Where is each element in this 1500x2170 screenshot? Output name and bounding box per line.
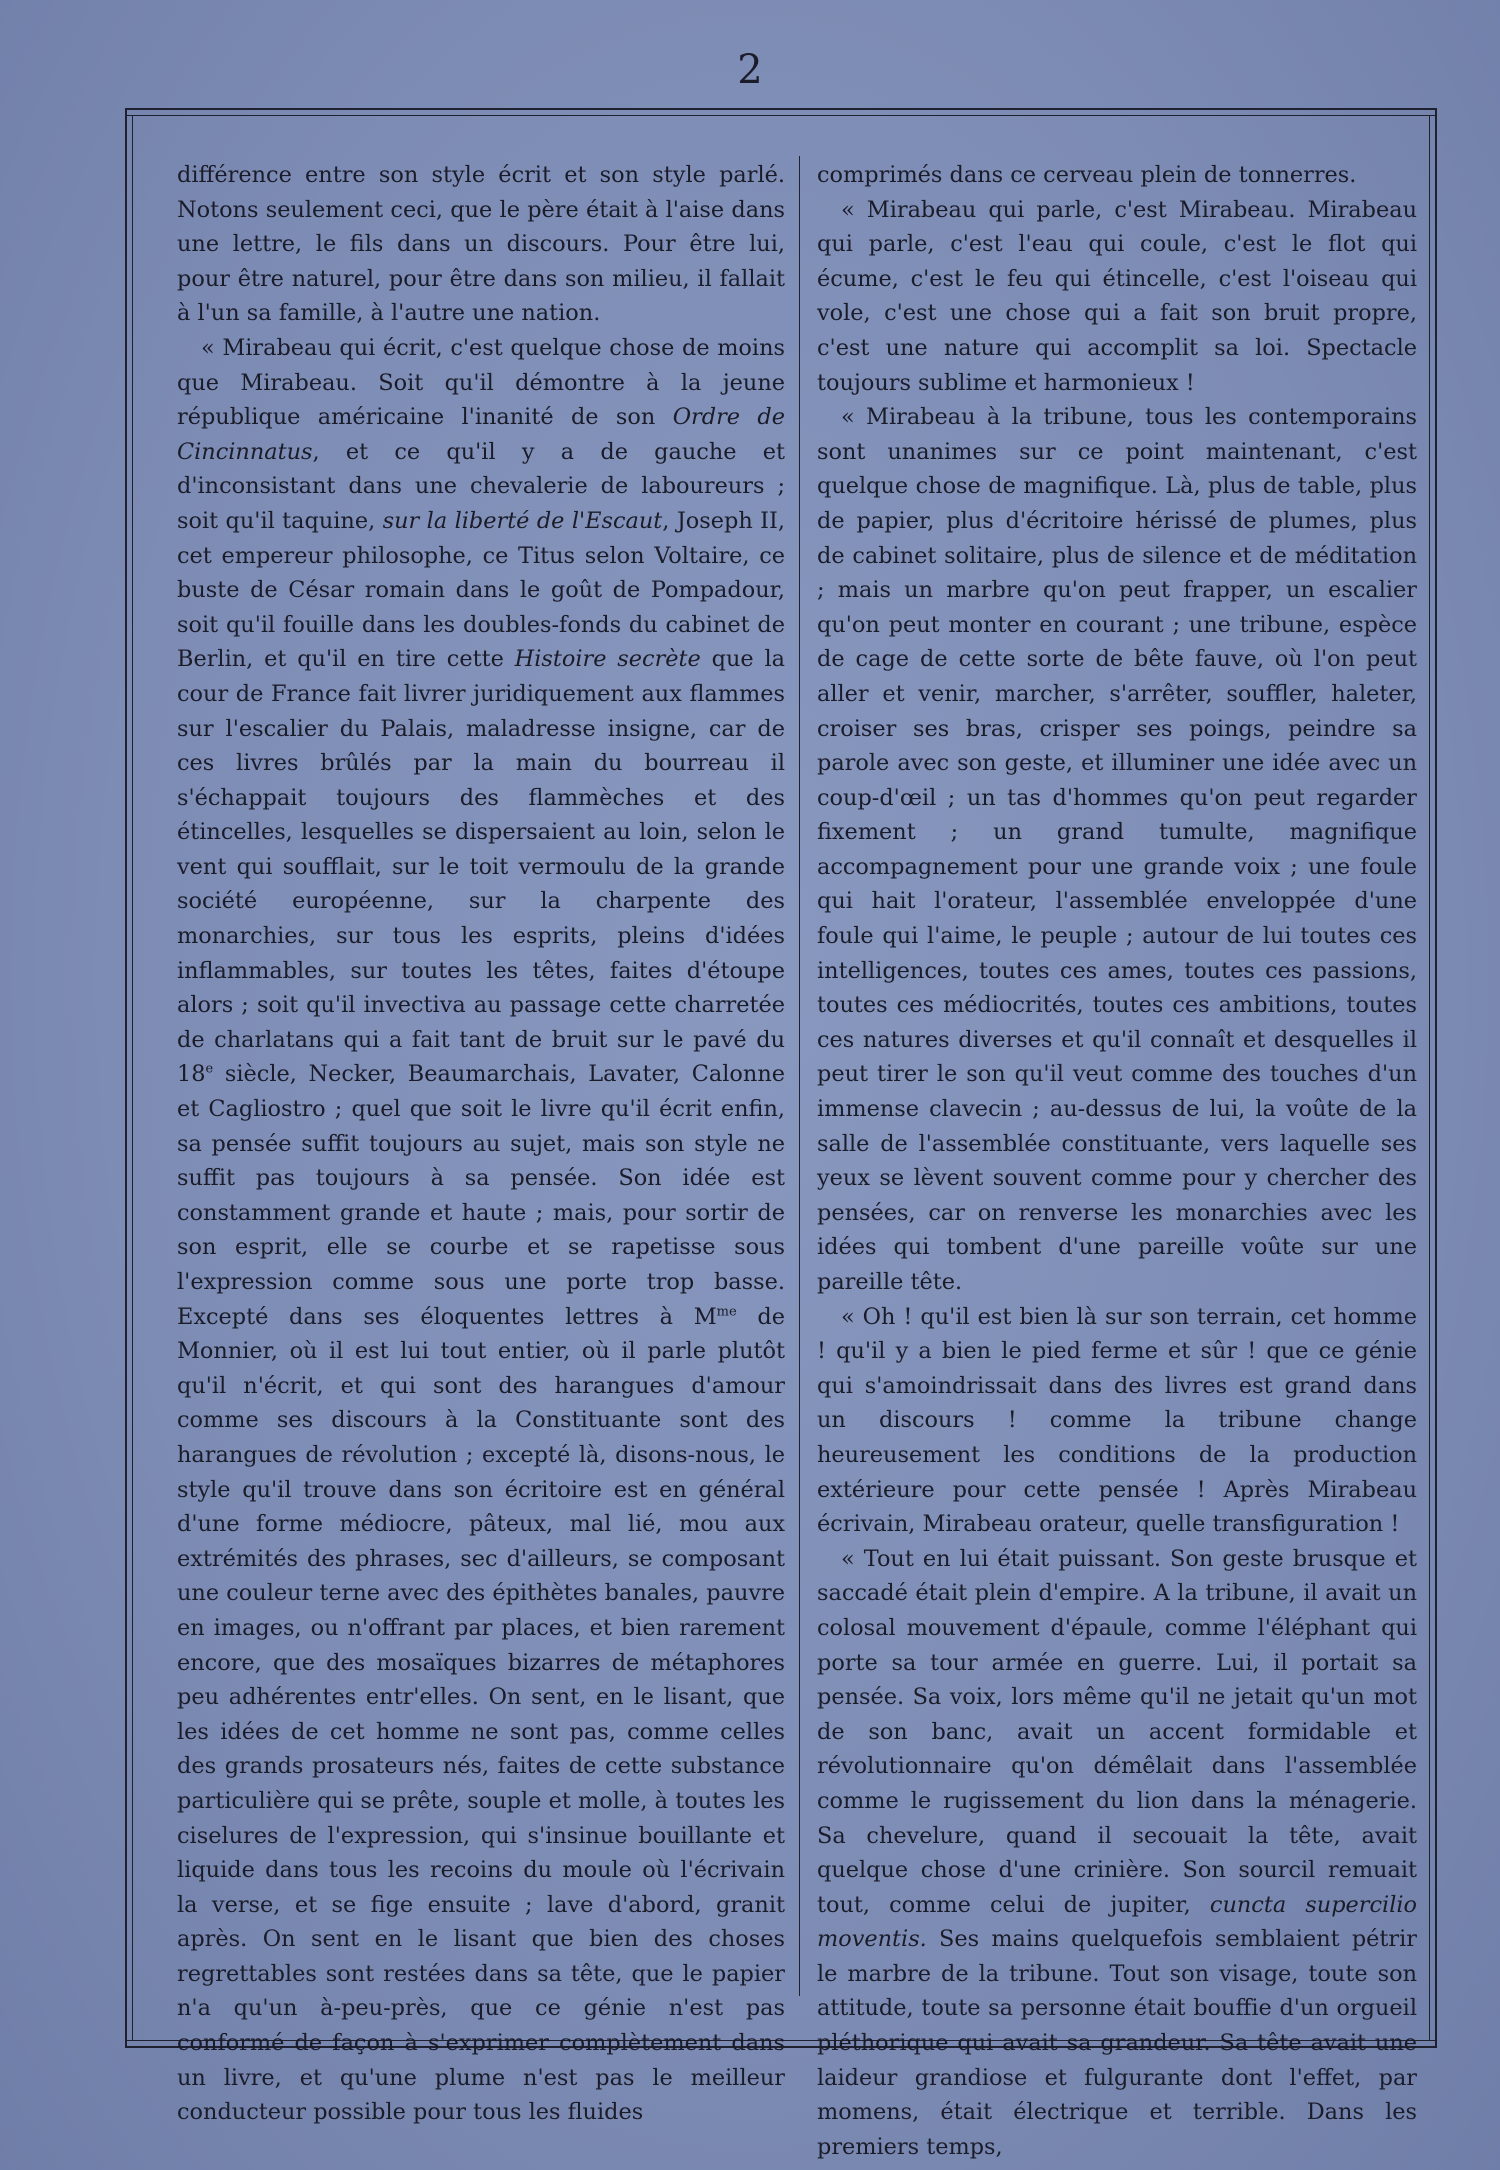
frame-rule xyxy=(125,115,1437,116)
column-divider xyxy=(799,156,800,1996)
paragraph: « Mirabeau qui écrit, c'est quelque chose de moins que Mirabeau. Soit qu'il démontre à la jeune république américaine l'inanité de son Ordre de Cincinnatus, et ce qu'il y a de gauche et d'inconsistant dans une chevalerie de laboureurs ; soit qu'il taquine, sur la liberté de l'Escaut, Joseph II, cet empereur philosophe, ce Titus selon Voltaire, ce buste de César romain dans le goût de Pompadour, soit qu'il fouille dans les doubles-fonds du cabinet de Berlin, et qu'il en tire cette Histoire secrète que la cour de France fait livrer juridiquement aux flammes sur l'escalier du Palais, maladresse insigne, car de ces livres brûlés par la main du bourreau il s'échappait toujours des flammèches et des étincelles, lesquelles se dispersaient au loin, selon le vent qui soufflait, sur le toit vermoulu de la grande société européenne, sur la charpente des monarchies, sur tous les esprits, pleins d'idées inflammables, sur toutes les têtes, faites d'étoupe alors ; soit qu'il invectiva au passage cette charretée de charlatans qui a fait tant de bruit sur le pavé du 18e siècle, Necker, Beaumarchais, Lavater, Calonne et Cagliostro ; quel que soit le livre qu'il écrit enfin, sa pensée suffit toujours au sujet, mais son style ne suffit pas toujours à sa pensée. Son idée est constamment grande et haute ; mais, pour sortir de son esprit, elle se courbe et se rapetisse sous l'expression comme sous une porte trop basse. Excepté dans ses éloquentes lettres à $M^{me}$ de Monnier, où il est lui tout entier, où il parle plutôt qu'il n'écrit, et qui sont des harangues d'amour comme ses discours à la Constituante sont des harangues de révolution ; excepté là, disons-nous, le style qu'il trouve dans son écritoire est en général d'une forme médiocre, pâteux, mal lié, mou aux extrémités des phrases, sec d'ailleurs, se composant une couleur terne avec des épithètes banales, pauvre en images, ou n'offrant par places, et bien rarement encore, que des mosaïques bizarres de métaphores peu adhérentes entr'elles. On sent, en le lisant, que les idées de cet homme ne sont pas, comme celles des grands prosateurs nés, faites de cette substance particulière qui se prête, souple et molle, à toutes les ciselures de l'expression, qui s'insinue bouillante et liquide dans tous les recoins du moule où l'écrivain la verse, et se fige ensuite ; lave d'abord, granit après. On sent en le lisant que bien des choses regrettables sont restées dans sa tête, que le papier n'a qu'un à-peu-près, que ce génie n'est pas conformé de façon à s'exprimer complètement dans un livre, et qu'une plume n'est pas le meilleur conducteur possible pour tous les fluides xyxy=(177,334,786,2126)
paragraph: différence entre son style écrit et son style parlé. Notons seulement ceci, que le père était à l'aise dans une lettre, le fils dans un discours. Pour être lui, pour être naturel, pour être dans son milieu, il fallait à l'un sa famille, à l'autre une nation. xyxy=(177,162,785,327)
frame-rule xyxy=(1429,115,1430,2041)
frame-rule xyxy=(125,108,1437,110)
paragraph: « Oh ! qu'il est bien là sur son terrain, cet homme ! qu'il y a bien le pied ferme et sûr ! que ce génie qui s'amoindrissait dans des livres est grand dans un discours ! comme la tribune change heureusement les conditions de la production extérieure pour cette pensée ! Après Mirabeau écrivain, Mirabeau orateur, quelle transfiguration ! xyxy=(817,1303,1417,1538)
page-frame xyxy=(125,108,1437,2160)
frame-rule xyxy=(132,115,133,2041)
right-column xyxy=(817,158,1417,2160)
paragraph: « Mirabeau à la tribune, tous les contemporains sont unanimes sur ce point maintenant, c'est quelque chose de magnifique. Là, plus de table, plus de papier, plus d'écritoire hérissé de plumes, plus de cabinet solitaire, plus de silence et de méditation ; mais un marbre qu'on peut frapper, un escalier qu'on peut monter en courant ; une tribune, espèce de cage de cette sorte de bête fauve, où l'on peut aller et venir, marcher, s'arrêter, souffler, haleter, croiser ses bras, crisper ses poings, peindre sa parole avec son geste, et illuminer une idée avec un coup-d'œil ; un tas d'hommes qu'on peut regarder fixement ; un grand tumulte, magnifique accompagnement pour une grande voix ; une foule qui hait l'orateur, l'assemblée enveloppée d'une foule qui l'aime, le peuple ; autour de lui toutes ces intelligences, toutes ces ames, toutes ces passions, toutes ces médiocrités, toutes ces ambitions, toutes ces natures diverses et qu'il connaît et desquelles il peut tirer le son qu'il veut comme des touches d'un immense clavecin ; au-dessus de lui, la voûte de la salle de l'assemblée constituante, vers laquelle ses yeux se lèvent souvent comme pour y chercher des pensées, car on renverse les monarchies avec les idées qui tombent d'une pareille voûte sur une pareille tête. xyxy=(817,404,1417,1295)
frame-rule xyxy=(125,108,127,2048)
page-number: 2 xyxy=(737,47,763,93)
paragraph: « Mirabeau qui parle, c'est Mirabeau. Mirabeau qui parle, c'est l'eau qui coule, c'est le flot qui écume, c'est le feu qui étincelle, c'est l'oiseau qui vole, c'est une chose qui a fait son bruit propre, c'est une nature qui accomplit sa loi. Spectacle toujours sublime et harmonieux ! xyxy=(817,196,1417,396)
paragraph: comprimés dans ce cerveau plein de tonnerres. xyxy=(817,162,1357,188)
left-column xyxy=(177,158,786,2126)
frame-rule xyxy=(1435,108,1437,2048)
paragraph: « Tout en lui était puissant. Son geste brusque et saccadé était plein d'empire. A la tribune, il avait un colosal mouvement d'épaule, comme l'éléphant qui porte sa tour armée en guerre. Lui, il portait sa pensée. Sa voix, lors même qu'il ne jetait qu'un mot de son banc, avait un accent formidable et révolutionnaire qu'on démêlait dans l'assemblée comme le rugissement du lion dans la ménagerie. Sa chevelure, quand il secouait la tête, avait quelque chose d'une crinière. Son sourcil remuait tout, comme celui de jupiter, cuncta supercilio moventis. Ses mains quelquefois semblaient pétrir le marbre de la tribune. Tout son visage, toute son attitude, toute sa personne était bouffie d'un orgueil pléthorique qui avait sa grandeur. Sa tête avait une laideur grandiose et fulgurante dont l'effet, par momens, était électrique et terrible. Dans les premiers temps, xyxy=(817,1545,1417,2160)
